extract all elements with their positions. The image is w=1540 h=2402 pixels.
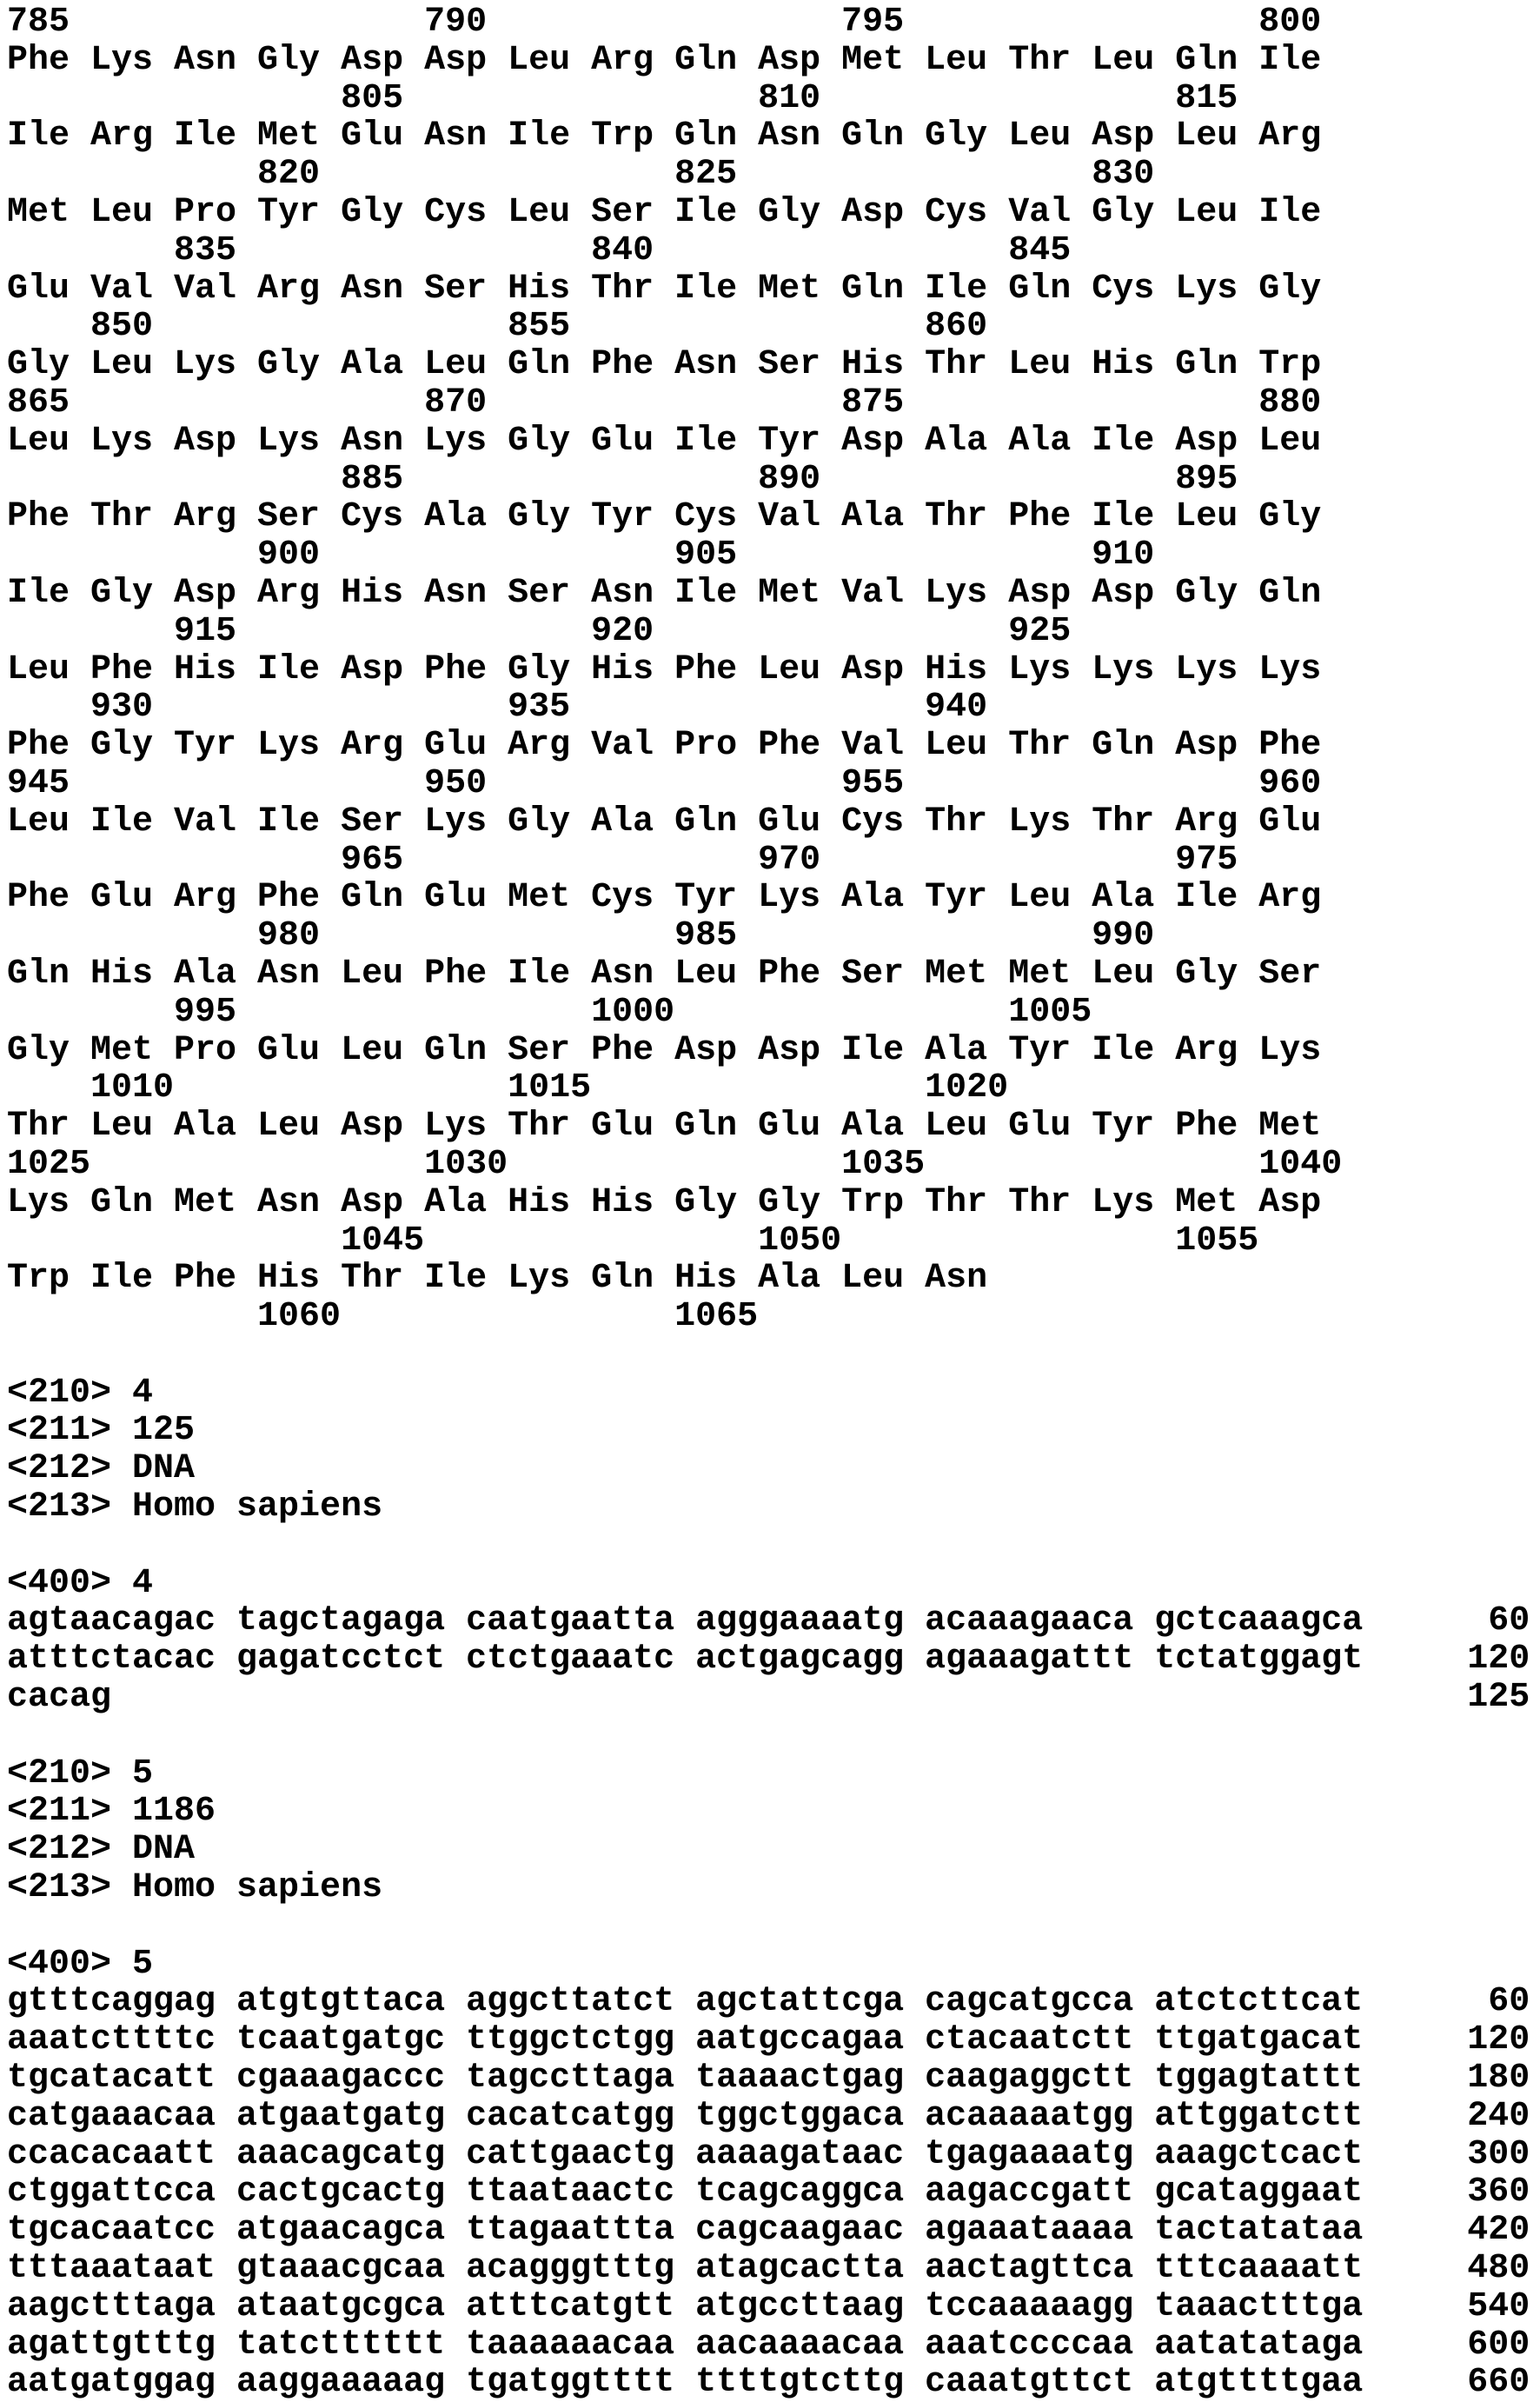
dna-seq-line: aaatcttttc tcaatgatgc ttggctctgg aatgccagaa ctacaatctt ttgatgacat 120 xyxy=(7,2020,1530,2060)
protein-seq-line: Ile Arg Ile Met Glu Asn Ile Trp Gln Asn Gln Gly Leu Asp Leu Arg xyxy=(7,116,1322,156)
protein-seq-line: 995 1000 1005 xyxy=(7,992,1092,1032)
seq4-type-tag: <212> DNA xyxy=(7,1449,196,1489)
seq5-organism-tag: <213> Homo sapiens xyxy=(7,1868,383,1908)
protein-seq-line: 945 950 955 960 xyxy=(7,763,1322,803)
seq5-sequence-block xyxy=(7,1946,1540,2402)
protein-seq-line: Phe Thr Arg Ser Cys Ala Gly Tyr Cys Val Ala Thr Phe Ile Leu Gly xyxy=(7,497,1322,537)
dna-seq-line: cacag 125 xyxy=(7,1678,1530,1718)
protein-sequence-block xyxy=(7,3,1540,1336)
protein-seq-line: 1010 1015 1020 xyxy=(7,1068,1009,1108)
protein-seq-line: Leu Ile Val Ile Ser Lys Gly Ala Gln Glu Cys Thr Lys Thr Arg Glu xyxy=(7,802,1322,842)
seq5-dna-lines xyxy=(7,1983,1540,2402)
seq4-id-tag: <210> 4 xyxy=(7,1373,154,1413)
dna-seq-line: ccacacaatt aaacagcatg cattgaactg aaaagataac tgagaaaatg aaagctcact 300 xyxy=(7,2134,1530,2174)
protein-seq-line: Lys Gln Met Asn Asp Ala His His Gly Gly Trp Thr Thr Lys Met Asp xyxy=(7,1182,1322,1222)
protein-seq-line: 965 970 975 xyxy=(7,840,1238,880)
dna-seq-line: gtttcaggag atgtgttaca aggcttatct agctattcga cagcatgcca atctcttcat 60 xyxy=(7,1982,1530,2022)
protein-seq-line: Gly Leu Lys Gly Ala Leu Gln Phe Asn Ser His Thr Leu His Gln Trp xyxy=(7,345,1322,385)
dna-seq-line: ctggattcca cactgcactg ttaataactc tcagcaggca aagaccgatt gcataggaat 360 xyxy=(7,2172,1530,2212)
protein-seq-line: Leu Lys Asp Lys Asn Lys Gly Glu Ile Tyr Asp Ala Ala Ile Asp Leu xyxy=(7,421,1322,461)
protein-seq-line: Ile Gly Asp Arg His Asn Ser Asn Ile Met Val Lys Asp Asp Gly Gln xyxy=(7,573,1322,613)
protein-seq-line: 785 790 795 800 xyxy=(7,3,1322,42)
protein-seq-line: 865 870 875 880 xyxy=(7,383,1322,423)
dna-seq-line: tttaaataat gtaaacgcaa acagggtttg atagcactta aactagttca tttcaaaatt 480 xyxy=(7,2249,1530,2289)
protein-seq-line: Gln His Ala Asn Leu Phe Ile Asn Leu Phe Ser Met Met Leu Gly Ser xyxy=(7,954,1322,994)
seq4-dna-lines xyxy=(7,1602,1540,1716)
protein-seq-line: 900 905 910 xyxy=(7,536,1155,576)
protein-seq-line: 980 985 990 xyxy=(7,916,1155,956)
dna-seq-line: agattgtttg tatctttttt taaaaaacaa aacaaaacaa aaatccccaa aatatataga 600 xyxy=(7,2325,1530,2365)
protein-seq-line: 805 810 815 xyxy=(7,78,1238,118)
seq4-metadata-block xyxy=(7,1374,1540,1527)
dna-seq-line: atttctacac gagatcctct ctctgaaatc actgagcagg agaaagattt tctatggagt 120 xyxy=(7,1640,1530,1680)
seq5-id-tag: <210> 5 xyxy=(7,1753,154,1793)
seq4-sequence-tag: <400> 4 xyxy=(7,1563,154,1603)
protein-seq-line: 1045 1050 1055 xyxy=(7,1221,1259,1261)
dna-seq-line: tgcacaatcc atgaacagca ttagaattta cagcaagaac agaaataaaa tactatataa 420 xyxy=(7,2211,1530,2251)
protein-seq-line: 835 840 845 xyxy=(7,230,1072,270)
seq4-organism-tag: <213> Homo sapiens xyxy=(7,1487,383,1527)
dna-seq-line: aagctttaga ataatgcgca atttcatgtt atgccttaag tccaaaaagg taaactttga 540 xyxy=(7,2286,1530,2326)
protein-seq-line: Phe Gly Tyr Lys Arg Glu Arg Val Pro Phe Val Leu Thr Gln Asp Phe xyxy=(7,726,1322,766)
protein-seq-line: 820 825 830 xyxy=(7,155,1155,195)
protein-seq-line: 930 935 940 xyxy=(7,688,988,728)
protein-seq-line: Phe Glu Arg Phe Gln Glu Met Cys Tyr Lys Ala Tyr Leu Ala Ile Arg xyxy=(7,878,1322,918)
protein-seq-line: 1025 1030 1035 1040 xyxy=(7,1144,1343,1184)
protein-seq-line: Glu Val Val Arg Asn Ser His Thr Ile Met Gln Ile Gln Cys Lys Gly xyxy=(7,269,1322,309)
protein-seq-line: Trp Ile Phe His Thr Ile Lys Gln His Ala Leu Asn xyxy=(7,1259,988,1299)
seq4-sequence-block xyxy=(7,1565,1540,1717)
dna-seq-line: aatgatggag aaggaaaaag tgatggtttt ttttgtcttg caaatgttct atgttttgaa 660 xyxy=(7,2363,1530,2402)
protein-seq-line: 850 855 860 xyxy=(7,307,988,347)
dna-seq-line: tgcatacatt cgaaagaccc tagccttaga taaaactgag caagaggctt tggagtattt 180 xyxy=(7,2059,1530,2099)
dna-seq-line: catgaaacaa atgaatgatg cacatcatgg tggctggaca acaaaaatgg attggatctt 240 xyxy=(7,2096,1530,2136)
protein-seq-line: Gly Met Pro Glu Leu Gln Ser Phe Asp Asp Ile Ala Tyr Ile Arg Lys xyxy=(7,1030,1322,1070)
seq5-length-tag: <211> 1186 xyxy=(7,1792,216,1832)
dna-seq-line: agtaacagac tagctagaga caatgaatta agggaaaatg acaaagaaca gctcaaagca 60 xyxy=(7,1601,1530,1641)
protein-seq-line: 885 890 895 xyxy=(7,459,1238,499)
seq5-type-tag: <212> DNA xyxy=(7,1830,196,1870)
protein-seq-line: Thr Leu Ala Leu Asp Lys Thr Glu Gln Glu Ala Leu Glu Tyr Phe Met xyxy=(7,1107,1322,1147)
protein-seq-line: Phe Lys Asn Gly Asp Asp Leu Arg Gln Asp Met Leu Thr Leu Gln Ile xyxy=(7,40,1322,80)
protein-seq-line: 1060 1065 xyxy=(7,1297,759,1337)
protein-seq-line: Leu Phe His Ile Asp Phe Gly His Phe Leu Asp His Lys Lys Lys Lys xyxy=(7,649,1322,689)
seq5-metadata-block xyxy=(7,1755,1540,1907)
protein-seq-line: 915 920 925 xyxy=(7,611,1072,651)
protein-seq-line: Met Leu Pro Tyr Gly Cys Leu Ser Ile Gly Asp Cys Val Gly Leu Ile xyxy=(7,192,1322,232)
seq5-sequence-tag: <400> 5 xyxy=(7,1944,154,1984)
seq4-length-tag: <211> 125 xyxy=(7,1411,196,1451)
